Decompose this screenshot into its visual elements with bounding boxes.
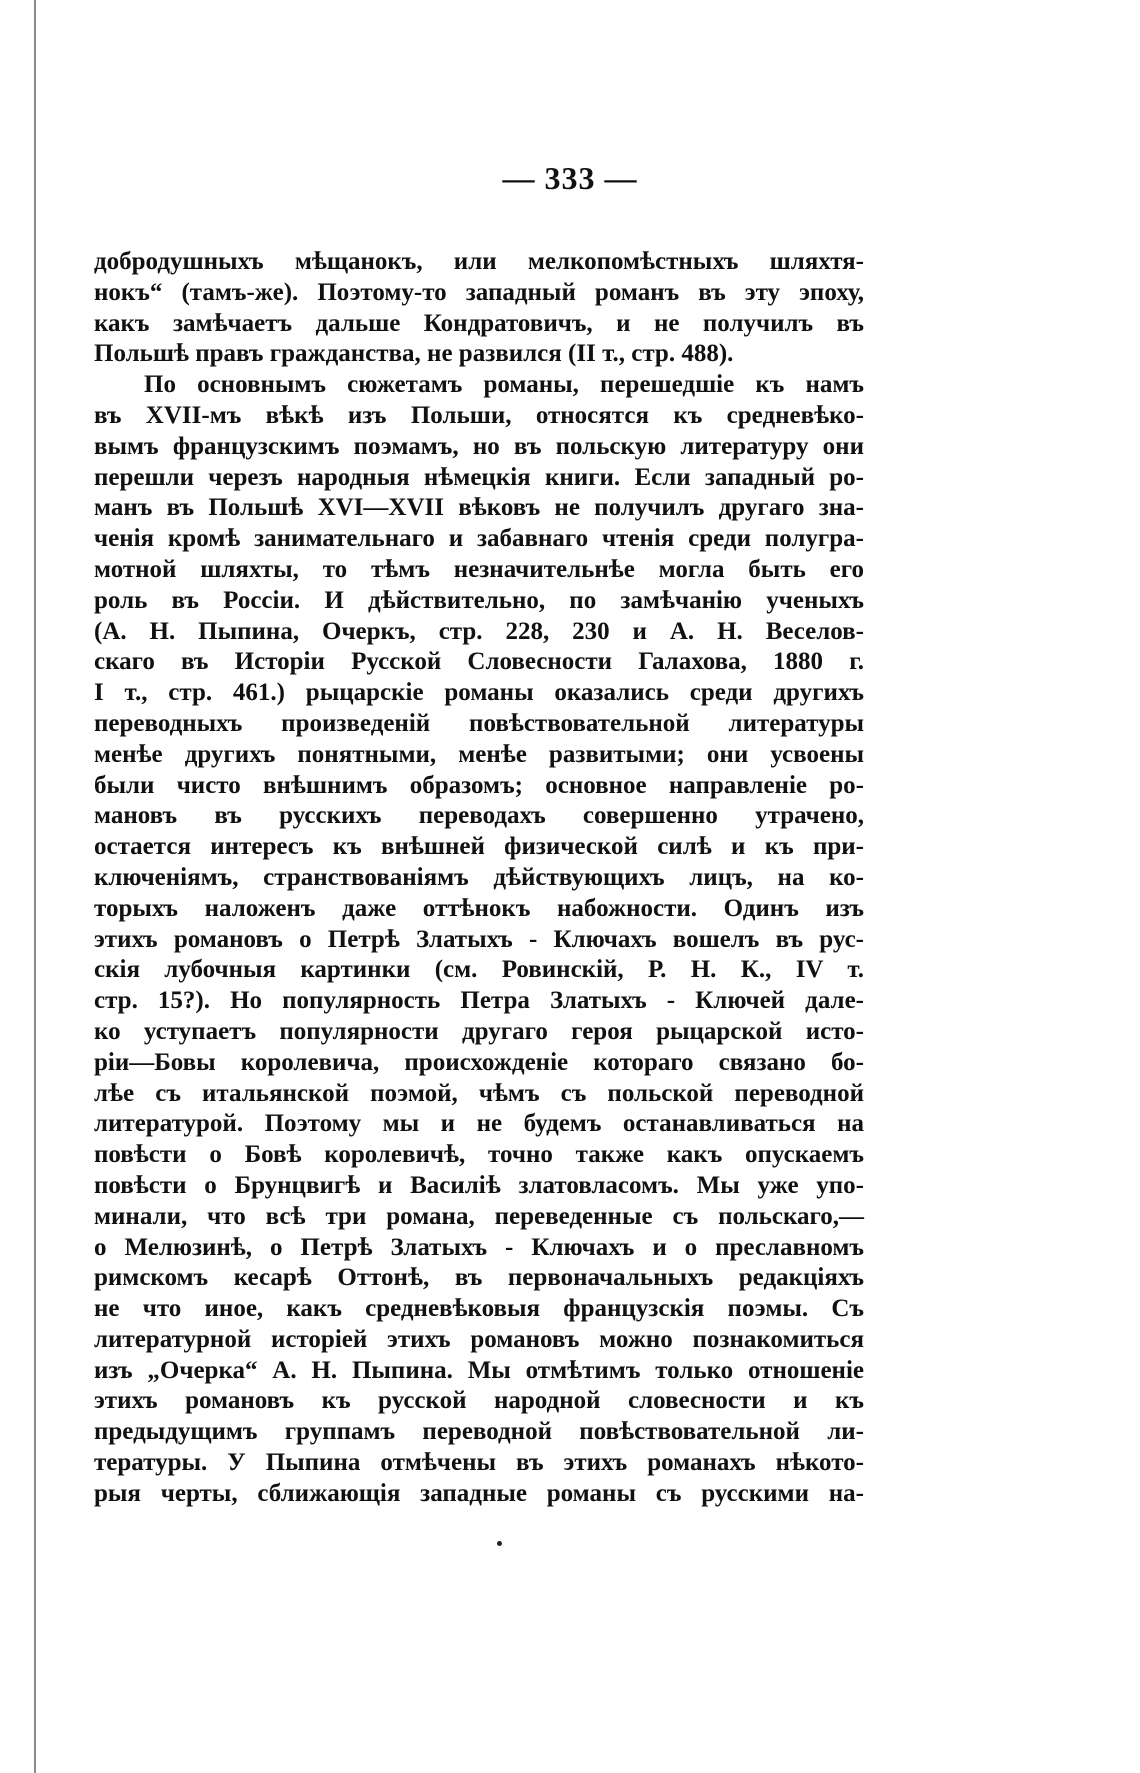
text-line: добродушныхъ мѣщанокъ, или мелкопомѣстныхъ шляхтя- bbox=[94, 248, 864, 275]
text-line: (А. Н. Пыпина, Очеркъ, стр. 228, 230 и А. Н. Веселов- bbox=[94, 617, 864, 645]
text-line: менѣе другихъ понятными, менѣе развитыми; они усвоены bbox=[94, 740, 864, 768]
text-line: торыхъ наложенъ даже оттѣнокъ набожности. Одинъ изъ bbox=[94, 894, 864, 922]
text-line: литературой. Поэтому мы и не будемъ останавливаться на bbox=[94, 1110, 864, 1138]
paragraph-start-line: По основнымъ сюжетамъ романы, перешедшіе къ намъ bbox=[144, 371, 864, 399]
text-line: скаго въ Исторіи Русской Словесности Галахова, 1880 г. bbox=[94, 648, 864, 676]
text-line: римскомъ кесарѣ Оттонѣ, въ первоначальныхъ редакціяхъ bbox=[94, 1264, 864, 1292]
text-line: стр. 15?). Но популярность Петра Златыхъ - Ключей дале- bbox=[94, 987, 864, 1015]
text-line: ченія кромѣ занимательнаго и забавнаго чтенія среди полугра- bbox=[94, 525, 864, 553]
text-line: переводныхъ произведеній повѣствовательной литературы bbox=[94, 709, 864, 737]
text-line: I т., стр. 461.) рыцарскіе романы оказались среди другихъ bbox=[94, 679, 864, 707]
text-line: остается интересъ къ внѣшней физической силѣ и къ при- bbox=[94, 833, 864, 861]
text-line: были чисто внѣшнимъ образомъ; основное направленіе ро- bbox=[94, 771, 864, 799]
text-line: повѣсти о Брунцвигѣ и Василіѣ златовласомъ. Мы уже упо- bbox=[94, 1171, 864, 1199]
text-line: роль въ Россіи. И дѣйствительно, по замѣчанію ученыхъ bbox=[94, 586, 864, 614]
text-line: не что иное, какъ средневѣковыя французскія поэмы. Съ bbox=[94, 1295, 864, 1323]
text-line: этихъ романовъ къ русской народной словесности и къ bbox=[94, 1387, 864, 1415]
text-line: изъ „Очерка“ А. Н. Пыпина. Мы отмѣтимъ только отношеніе bbox=[94, 1356, 864, 1384]
text-line: ріи—Бовы королевича, происхожденіе котораго связано бо- bbox=[94, 1048, 864, 1076]
text-line: какъ замѣчаетъ дальше Кондратовичъ, и не получилъ въ bbox=[94, 309, 864, 337]
text-line: мановъ въ русскихъ переводахъ совершенно утрачено, bbox=[94, 802, 864, 830]
text-line: перешли черезъ народныя нѣмецкія книги. Если западный ро- bbox=[94, 463, 864, 491]
page-number: — 333 — bbox=[502, 160, 638, 196]
text-line: рыя черты, сближающія западные романы съ русскими на- bbox=[94, 1479, 864, 1507]
text-line: предыдущимъ группамъ переводной повѣствовательной ли- bbox=[94, 1418, 864, 1446]
text-line: о Мелюзинѣ, о Петрѣ Златыхъ - Ключахъ и о преславномъ bbox=[94, 1233, 864, 1261]
text-line: тературы. У Пыпина отмѣчены въ этихъ романахъ нѣкото- bbox=[94, 1449, 864, 1477]
text-line: нокъ“ (тамъ-же). Поэтому-то западный романъ въ эту эпоху, bbox=[94, 278, 864, 306]
text-line: ключеніямъ, странствованіямъ дѣйствующихъ лицъ, на ко- bbox=[94, 863, 864, 891]
text-line: повѣсти о Бовѣ королевичѣ, точно также какъ опускаемъ bbox=[94, 1141, 864, 1169]
text-line: этихъ романовъ о Петрѣ Златыхъ - Ключахъ вошелъ въ рус- bbox=[94, 925, 864, 953]
text-line: лѣе съ итальянской поэмой, чѣмъ съ польской переводной bbox=[94, 1079, 864, 1107]
text-line: минали, что всѣ три романа, переведенные съ польскаго,— bbox=[94, 1202, 864, 1230]
page-margin-line bbox=[34, 0, 36, 1773]
text-line: мотной шляхты, то тѣмъ незначительнѣе могла быть его bbox=[94, 555, 864, 583]
text-line: въ XVII-мъ вѣкѣ изъ Польши, относятся къ средневѣко- bbox=[94, 401, 864, 429]
text-line: ко уступаетъ популярности другаго героя рыцарской исто- bbox=[94, 1017, 864, 1045]
text-line: Польшѣ правъ гражданства, не развился (II т., стр. 488). bbox=[94, 340, 734, 368]
text-line: скія лубочныя картинки (см. Ровинскій, Р. Н. К., IV т. bbox=[94, 956, 864, 984]
text-line: вымъ французскимъ поэмамъ, но въ польскую литературу они bbox=[94, 432, 864, 460]
text-line: манъ въ Польшѣ XVI—XVII вѣковъ не получилъ другаго зна- bbox=[94, 494, 864, 522]
ink-dot bbox=[497, 1541, 502, 1546]
body-text bbox=[94, 247, 864, 1510]
text-line: литературной исторіей этихъ романовъ можно познакомиться bbox=[94, 1325, 864, 1353]
